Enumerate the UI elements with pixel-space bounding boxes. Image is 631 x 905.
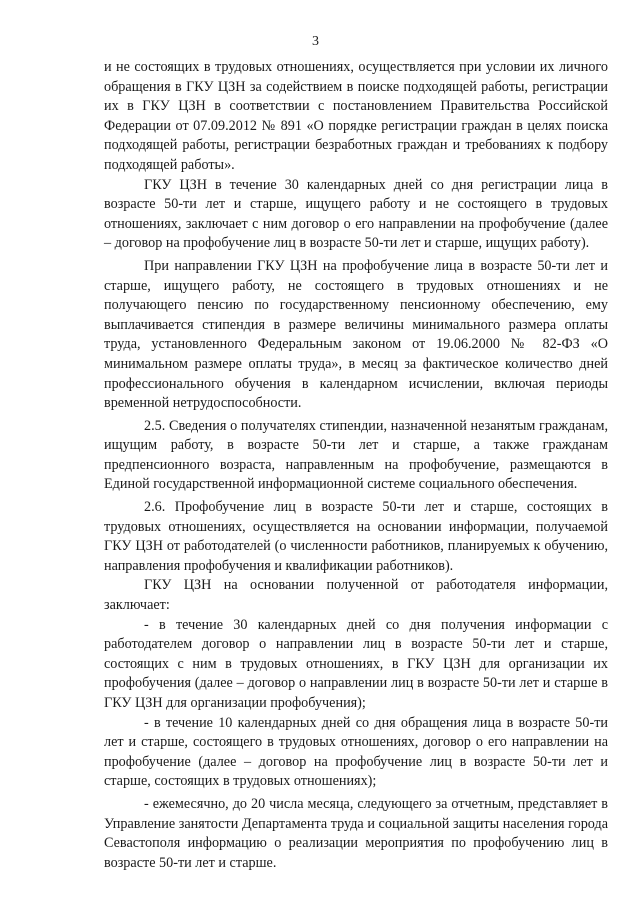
list-item-monthly-report: - ежемесячно, до 20 числа месяца, следующего за отчетным, представляет в Управление занятости Департамента труда и социальной защиты населения города Севастополя информацию о реализации мероприятия по профобучению лиц в возрасте 50-ти лет и старше. <box>104 795 608 871</box>
paragraph-employer-info: ГКУ ЦЗН на основании полученной от работодателя информации, заключает: <box>104 577 608 614</box>
list-item-employee-contract: - в течение 10 календарных дней со дня обращения лица в возрасте 50-ти лет и старше, состоящего в трудовых отношениях, договор о его направлении на профобучение (далее – договор на профобучение лиц в возрасте 50-ти лет и старше, состоящих в трудовых отношениях); <box>104 714 608 790</box>
paragraph-section-2-6: 2.6. Профобучение лиц в возрасте 50-ти лет и старше, состоящих в трудовых отношениях, осуществляется на основании информации, получаемой ГКУ ЦЗН от работодателей (о численности работников, планируемых к обучению, направления профобучения и квалификации работников). <box>104 499 608 574</box>
paragraph-section-2-5: 2.5. Сведения о получателях стипендии, назначенной незанятым гражданам, ищущим работу, в возрасте 50-ти лет и старше, а также гражданам предпенсионного возраста, направленным на профобучение, размещаются в Единой государственной информационной системе социального обеспечения. <box>104 417 608 493</box>
paragraph-contract-registration: ГКУ ЦЗН в течение 30 календарных дней со дня регистрации лица в возрасте 50-ти лет и старше, ищущего работу и не состоящего в трудовых отношениях, заключает с ним договор о его направлении на профобучение (далее – договор на профобучение лиц в возрасте 50-ти лет и старше, ищущих работу). <box>104 176 608 252</box>
paragraph-stipend: При направлении ГКУ ЦЗН на профобучение лица в возрасте 50-ти лет и старше, ищущего работу, не состоящего в трудовых отношениях и не получающего пенсию по государственному пенсионному обеспечению, ему выплачивается стипендия в размере величины минимального размера оплаты труда, установленного Федеральным законом от 19.06.2000 № 82-ФЗ «О минимальном размере оплаты труда», в месяц за фактическое количество дней профессионального обучения в календарном исчислении, включая периоды временной нетрудоспособности. <box>104 257 608 412</box>
list-item-employer-contract: - в течение 30 календарных дней со дня получения информации с работодателем договор о направлении лиц в возрасте 50-ти лет и старше, состоящих с ним в трудовых отношениях, в ГКУ ЦЗН для организации их профобучения (далее – договор о направлении лиц в возрасте 50-ти лет и старше в ГКУ ЦЗН для организации профобучения); <box>104 616 608 711</box>
document-body <box>104 58 608 873</box>
paragraph-continuation: и не состоящих в трудовых отношениях, осуществляется при условии их личного обращения в ГКУ ЦЗН за содействием в поиске подходящей работы, регистрации их в ГКУ ЦЗН в соответствии с постановлением Правительства Российской Федерации от 07.09.2012 № 891 «О порядке регистрации граждан в целях поиска подходящей работы, регистрации безработных граждан и требованиях к подбору подходящей работы». <box>104 59 608 173</box>
page-number: 3 <box>312 34 319 49</box>
